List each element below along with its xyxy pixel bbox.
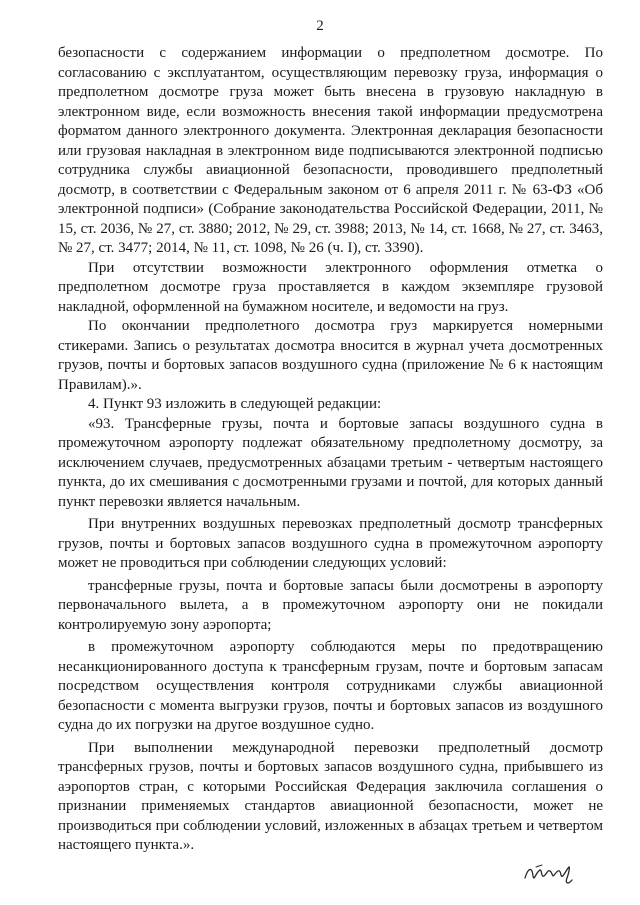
paragraph-continuation: безопасности с содержанием информации о предполетном досмотре. По согласованию с эксплуатантом, осуществляющим перевозку груза, информация о предполетном досмотре груза может быть внесена в грузовую накладную в электронном виде, если возможность внесения такой информации предусмотрена форматом данного электронного документа. Электронная декларация безопасности или грузовая накладная в электронном виде подписываются электронной подписью сотрудника службы авиационной безопасности, проводившего предполетный досмотр, в соответствии с Федеральным законом от 6 апреля 2011 г. № 63-ФЗ «Об электронной подписи» (Собрание законодательства Российской Федерации, 2011, № 15, ст. 2036, № 27, ст. 3880; 2012, № 29, ст. 3988; 2013, № 14, ст. 1668, № 27, ст. 3463, № 27, ст. 3477; 2014, № 11, ст. 1098, № 26 (ч. I), ст. 3390).: [58, 45, 603, 256]
paragraph-domestic: При внутренних воздушных перевозках предполетный досмотр трансферных грузов, почты и бортовых запасов воздушного судна в промежуточном аэропорту может не проводиться при соблюдении следующих условий:: [58, 516, 603, 571]
paragraph-93: «93. Трансферные грузы, почта и бортовые запасы воздушного судна в промежуточном аэропорту подлежат обязательному предполетному досмотру, за исключением случаев, предусмотренных абзацами третьим - четвертым настоящего пункта, до их смешивания с досмотренными грузами и почтой, для которых данный пункт перевозки является начальным.: [58, 415, 603, 510]
document-body: [58, 44, 603, 856]
paragraph-international: При выполнении международной перевозки предполетный досмотр трансферных грузов, почты и бортовых запасов воздушного судна, прибывшего из аэропортов стран, с которыми Российская Федерация заключила соглашения о признании применяемых стандартов авиационной безопасности, может не производиться при соблюдении условий, изложенных в абзацах третьем и четвертом настоящего пункта.».: [58, 739, 603, 853]
paragraph-no-electronic: При отсутствии возможности электронного оформления отметка о предполетном досмотре груза проставляется в каждом экземпляре грузовой накладной, оформленной на бумажном носителе, и ведомости на груз.: [58, 259, 603, 315]
paragraph-condition-2: в промежуточном аэропорту соблюдаются меры по предотвращению несанкционированного доступа к трансферным грузам, почте и бортовым запасам посредством осуществления контроля сотрудниками службы авиационной безопасности с момента выгрузки грузов, почты и бортовых запасов из воздушного судна до их погрузки на другое воздушное судно.: [58, 639, 603, 733]
page-number: 2: [316, 18, 324, 34]
initials-signature-icon: [522, 858, 578, 888]
paragraph-marking: По окончании предполетного досмотра груз маркируется номерными стикерами. Запись о результатах досмотра вносится в журнал учета досмотренных грузов, почты и бортовых запасов воздушного судна (приложение № 6 к настоящим Правилам).».: [58, 318, 603, 393]
paragraph-item-4: 4. Пункт 93 изложить в следующей редакции:: [88, 396, 382, 412]
paragraph-condition-1: трансферные грузы, почта и бортовые запасы были досмотрены в аэропорту первоначального вылета, а в промежуточном аэропорту они не покидали контролируемую зону аэропорта;: [58, 577, 603, 633]
